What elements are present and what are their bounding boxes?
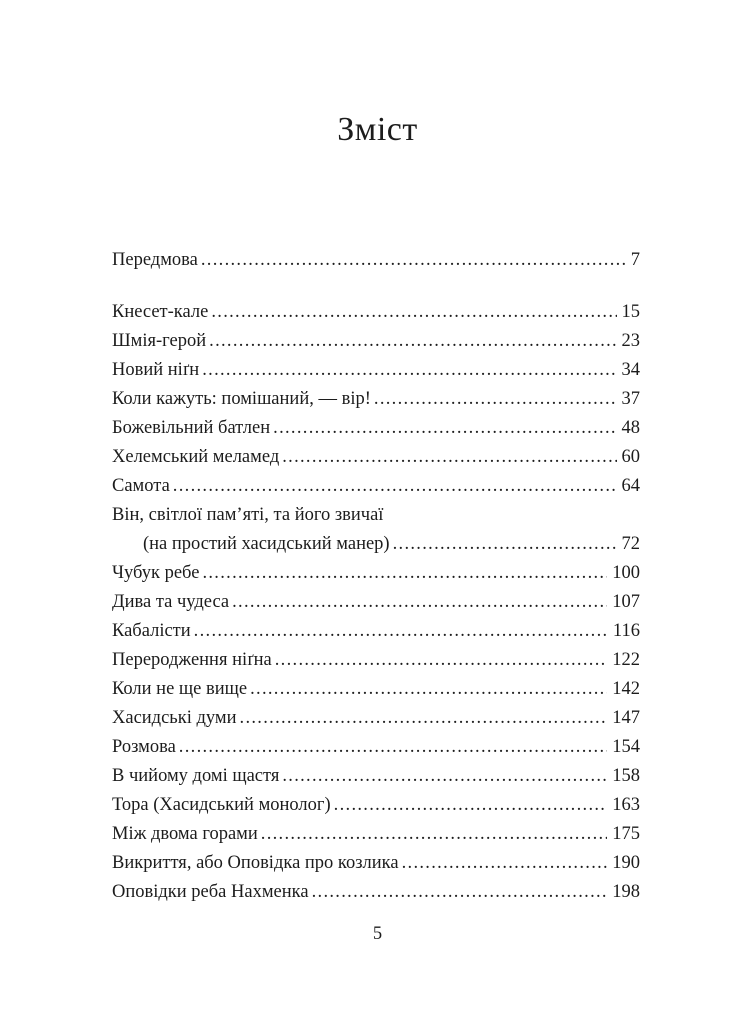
toc-entry-title: Між двома горами .....	[112, 824, 640, 844]
toc-entry-page: 175	[607, 820, 640, 849]
toc-entry	[112, 472, 640, 501]
toc-entry	[112, 704, 640, 733]
toc-entry	[112, 559, 640, 588]
toc-entry	[112, 530, 640, 559]
toc-entry	[112, 588, 640, 617]
toc-entry-title: Самота .....	[112, 476, 640, 496]
toc-entry-title: Кабалісти .....	[112, 621, 640, 641]
toc-entry-title: В чийому домі щастя .....	[112, 766, 640, 786]
folio-page-number: 5	[372, 924, 383, 944]
toc-entry-page: 198	[607, 878, 640, 907]
toc-entry-page: 122	[607, 646, 640, 675]
toc-entry-title: Коли кажуть: помішаний, — вір! .....	[112, 389, 640, 409]
toc-entry	[112, 820, 640, 849]
toc-entry-title: (на простий хасидський манер) .....	[143, 534, 640, 554]
toc-entry-page: 60	[617, 443, 641, 472]
toc-list	[112, 246, 640, 907]
toc-entry-page: 154	[607, 733, 640, 762]
toc-entry-page: 147	[607, 704, 640, 733]
toc-entry-title: Переродження ніґна .....	[112, 650, 640, 670]
toc-entry	[112, 617, 640, 646]
toc-entry	[112, 501, 640, 530]
toc-entry-title: Хелемський меламед .....	[112, 447, 640, 467]
toc-entry-title: Викриття, або Оповідка про козлика .....	[112, 853, 640, 873]
toc-entry-title: Хасидські думи .....	[112, 708, 640, 728]
toc-entry-page: 64	[617, 472, 641, 501]
toc-entry	[112, 443, 640, 472]
toc-entry-title: Він, світлої пам’яті, та його звичаї	[112, 505, 384, 525]
toc-entry-page: 48	[617, 414, 641, 443]
toc-entry	[112, 385, 640, 414]
toc-entry	[112, 878, 640, 907]
toc-entry-page: 37	[617, 385, 641, 414]
toc-entry-page: 190	[607, 849, 640, 878]
toc-entry	[112, 762, 640, 791]
toc-entry-title: Божевільний батлен .....	[112, 418, 640, 438]
toc-entry-title: Тора (Хасидський монолог) .....	[112, 795, 640, 815]
toc-entry-page: 100	[607, 559, 640, 588]
toc-entry-title: Розмова .....	[112, 737, 640, 757]
toc-entry	[112, 246, 640, 275]
toc-entry-page: 107	[607, 588, 640, 617]
toc-entry	[112, 849, 640, 878]
toc-entry	[112, 733, 640, 762]
toc-entry-page: 72	[617, 530, 641, 559]
toc-entry	[112, 298, 640, 327]
toc-entry-title: Кнесет-кале .....	[112, 302, 640, 322]
toc-entry-title: Чубук ребе .....	[112, 563, 640, 583]
toc-entry-title: Оповідки реба Нахменка .....	[112, 882, 640, 902]
page-title: Зміст	[337, 111, 418, 148]
toc-entry-page: 163	[607, 791, 640, 820]
toc-entry	[112, 646, 640, 675]
toc-entry	[112, 356, 640, 385]
toc-entry	[112, 414, 640, 443]
toc-entry	[112, 675, 640, 704]
toc-entry-title: Передмова .....	[112, 250, 640, 270]
toc-entry	[112, 791, 640, 820]
toc-entry-page: 142	[607, 675, 640, 704]
toc-entry-page: 158	[607, 762, 640, 791]
toc-entry-page: 34	[617, 356, 641, 385]
toc-entry-title: Дива та чудеса .....	[112, 592, 640, 612]
toc-entry-title: Коли не ще вище .....	[112, 679, 640, 699]
toc-entry-page: 116	[608, 617, 640, 646]
toc-entry-page: 15	[617, 298, 641, 327]
toc-entry	[112, 327, 640, 356]
toc-entry-page: 23	[617, 327, 641, 356]
toc-entry-title: Шмія-герой .....	[112, 331, 640, 351]
toc-entry-page: 7	[626, 246, 640, 275]
toc-entry-title: Новий ніґн .....	[112, 360, 640, 380]
